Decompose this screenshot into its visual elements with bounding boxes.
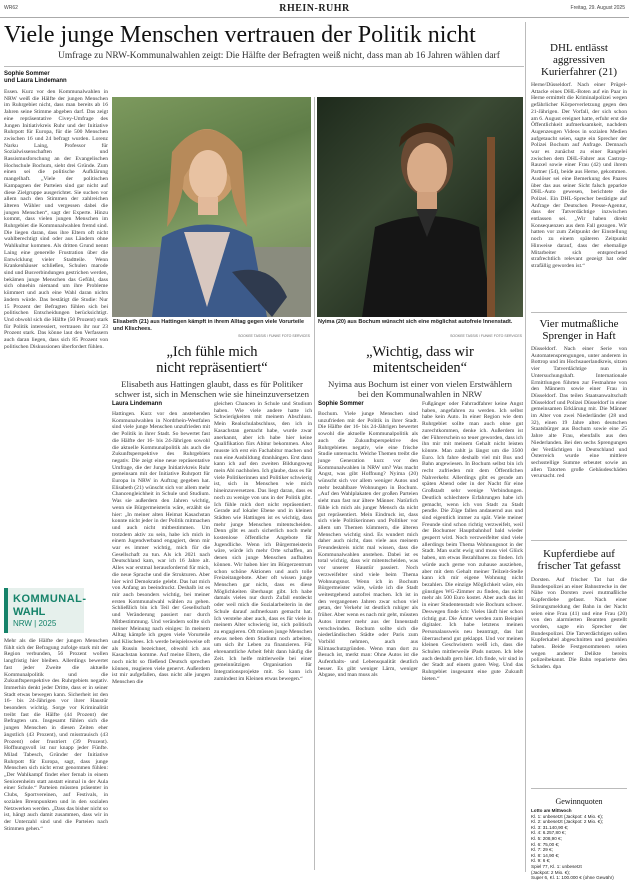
photo-elisabeth	[112, 97, 311, 317]
quote-elisabeth-line1: „Ich fühle mich	[166, 344, 258, 360]
quote-nyima-sub2: bei den Kommunalwahlen in NRW	[357, 389, 483, 399]
quote-elisabeth	[112, 344, 312, 376]
headline-rule	[4, 66, 524, 67]
quote-elisabeth-sub1: Elisabeth aus Hattingen glaubt, dass es für Politiker	[121, 379, 303, 389]
column-rule	[525, 22, 526, 872]
kommunalwahl-badge	[4, 588, 87, 633]
lotto-row: Kl. 8: 14,90 €;	[531, 852, 560, 858]
subheadline: Umfrage zu NRW-Kommunalwahlen zeigt: Die Hälfte der Befragten weiß nicht, dass man ab 16 Jahren wählen darf	[58, 51, 500, 61]
lotto-row: Kl. 2: unbesetzt (Jackpot: 2 Mio. €);	[531, 819, 604, 825]
sidebar-headline-kupfer	[531, 548, 627, 572]
kupfer-headline-line1: Kupferdiebe auf	[543, 548, 615, 560]
sidebar-headline-dhl	[531, 42, 627, 78]
lotto-row: (Jackpot: 2 Mio. €);	[531, 869, 571, 875]
elisabeth-column-2: gleichen Chancen in Schule und Studium haben. Wie viele andere hatte ich Schwierigkeiten mit meinem Abschluss. Mein Realschulabschluss, den ich in Kasachstan gemacht habe, wurde zwar anerkannt, aber ich habe hier keine Qualifikation fürs Abitur bekommen. Also musste ich erst ein Fachabitur machen und nun eine Ausbildung dranhängen. Erst dann kann ich auf den zweiten Bildungsweg mein Abi nachholen. Ich glaube, dass es für viele Politikerinnen und Politiker schwierig ist, sich in Menschen wie mich hineinzuversetzen. Das liegt daran, dass es noch zu wenige von uns in der Politik gibt. Ich fühle mich dort nicht repräsentiert. Gerade auf lokaler Ebene und in kleinen Städten wie Hattingen ist es wichtig, dass mehr junge Menschen mitentscheiden. Denn gibt es auch sicherlich noch mehr kostenlose öffentliche Angebote für Jugendliche. Wenn ich Bürgermeisterin wäre, würde ich mehr Orte schaffen, an denen sich junge Menschen aufhalten können. Wir haben hier im Bürgerzentrum schon schöne Aktionen und auch tolle Freizeitangebote. Aber oft wissen junge Menschen gar nicht, dass es diese Möglichkeiten überhaupt gibt. Ich habe damals vieles nur durch Zufall entdeckt oder weil mich die Sozialarbeiterin in der Schule darauf aufmerksam gemacht hat. Ich verstehe aber auch, dass es für viele in meinem Alter schwierig ist, sich politisch zu engagieren. Oft müssen junge Menschen etwas neben dem Studium noch arbeiten, um sich ihr Leben zu finanzieren. Für ehrenamtliche Arbeit fehlt dann häufig die Zeit. Ich helfe mittlerweile bei einer gemeinnützigen Organisation für Integrationsprojekte mit. So kann ich zumindest im Kleinen etwas bewegen.“	[214, 401, 312, 682]
lotto-row: Kl. 7: 29 €;	[531, 847, 553, 853]
issue-date: Freitag, 29. August 2025	[570, 5, 625, 11]
quote-nyima-sub1: Nyima aus Bochum ist einer von vielen Erstwählern	[328, 379, 512, 389]
lotto-box	[531, 797, 627, 881]
photo-nyima	[317, 97, 523, 317]
lotto-row: Spiel 77, Kl. 1: unbesetzt	[531, 863, 582, 869]
sidebar-rule	[531, 312, 627, 313]
photo-caption-elisabeth: Elisabeth (21) aus Hattingen kämpft in ihrem Alltag gegen viele Vorurteile und Klischees.	[113, 319, 305, 332]
lotto-row: Lotto am Mittwoch	[531, 808, 572, 813]
quote-elisabeth-sub2: schwer ist, sich in Menschen wie sie hineinzuversetzen	[115, 389, 309, 399]
story-divider	[314, 97, 315, 870]
elisabeth-column-1	[112, 401, 210, 870]
sprenger-headline-line1: Vier mutmaßliche	[539, 318, 619, 330]
section-title: RHEIN-RUHR	[279, 3, 350, 14]
lotto-row: Kl. 3: 31.140,90 €;	[531, 824, 569, 830]
byline: Sophie Sommer	[4, 71, 50, 77]
photo-credit-elisabeth: SOOKEE TASSIS / FUNKE FOTO SERVICES	[238, 334, 310, 338]
intro-text: Essen. Kurz vor den Kommunalwahlen in NRW weiß die Hälfte der jungen Menschen im Ruhrgebiet nicht, dass man bereits ab 16 Jahren seine Stimme abgeben darf. Das zeigt eine repräsentative Civey-Umfrage des Jungen Initiativkreis Ruhr und der Initiative Ruhrpott für Europa, für die 500 Menschen zwischen 16 und 24 befragt wurden. Lorenz Narku Laing, Professor für Sozialwissenschaften und Rassismusforschung an der Evangelischen Hochschule Bochum, sieht drei Gründe. Zum einen sei die politische Aufklärung mangelhaft. „Viele der politischen Kampagnen der Parteien sind gar nicht auf diese Zielgruppe ausgerichtet. Sie suchen vor allem nach den Stimmen der zahlreichen älteren Wähler und vergessen dabei die jungen Menschen“, sagt der Experte. Hinzu kommt, dass vielen jungen Menschen im Ruhrgebiet die Kommunalwahlen fremd sind. Die liegen daran, dass ihre Eltern oft nicht wahlberechtigt sind oder aus Ländern ohne Wahlkultur kommen. Als dritten Grund nennt Laing eine generelle Frustration über die Entwicklung vieler Stadtteile. Wenn Krankenhäuser schließen, Schulen marode sind und Busverbindungen gestrichen werden, bekämen junge Menschen das Gefühl, dass sich ohnehin niemand um ihre Probleme kümmert und auch eine Wahl daran nichts ändern würde. Das bestätigt die Studie: Nur 15 Prozent der Befragten fühlen sich bei politischen Entscheidungen berücksichtigt. Und obwohl sich die Hälfte (50 Prozent) stark für Politik interessiert, vertrauen ihr nur 23 Prozent stark. Das könne laut den Verfassern auch daran liegen, dass sich 85 Prozent von politischen Diskussionen überfordert fühlen.	[4, 89, 108, 350]
lotto-title: Gewinnquoten	[555, 797, 603, 806]
photo-credit-nyima: SOOKEE TASSIS / FUNKE FOTO SERVICES	[450, 334, 522, 338]
sidebar-text-sprenger: Düsseldorf. Nach einer Serie von Automatensprengungen, unter anderem in Bottrop und im Hochsauerlandkreis, sitzen vier Tatverdächtige nun in Untersuchungshaft. Internationale Ermittlungen führten zur Festnahme von den Männern sowie einer Frau in Düsseldorf. Das teilen Staatsanwaltschaft Düsseldorf und Polizei Düsseldorf in einer gemeinsamen Erklärung mit. Die Männer im Alter von zwei Niederländer (28 und 32), einen 19 Jahre alten deutschen Staatsbürger aus Bochum sowie eine 25 Jahre alte Frau, ebenfalls aus den Niederlanden. Bei den sechs Sprengungen der Verdächtigen in Deutschland und Österreich wurde eine mittlere sechsstellige Summe erbeutet sowie an allen Tatorten große Gebäudeschäden verursacht. red	[531, 346, 627, 480]
nyima-column-1	[318, 401, 418, 870]
elisabeth-byline: Laura Lindemann	[112, 401, 163, 407]
sprenger-headline-line2: Sprenger in Haft	[542, 330, 616, 342]
quote-nyima-sub	[317, 379, 523, 399]
quote-elisabeth-sub	[112, 379, 312, 399]
intro-column	[4, 71, 108, 585]
lotto-row: Kl. 4: 6.257,80 €;	[531, 830, 566, 836]
lotto-row: Kl. 9: 6 €;	[531, 858, 551, 864]
sidebar-text-kupfer: Dorsten. Auf frischer Tat hat die Bundespolizei an einer Bahnstrecke in der Nähe von Dorsten zwei mutmaßliche Kupferdiebe gefasst. Nach einer Störungsmeldung der Bahn in der Nacht seien eine Frau (41) und eine Frau (20) von den alarmierten Beamten gestellt worden, sagte ein Sprecher der Bundespolizei. Die Tatverdächtigen sollen Kupferkabel abgeschnitten und gestohlen haben. Beide Festgenommenen seien wegen anderer Delikte bereits polizeibekannt. Die Bahn reparierte den Schaden. dpa	[531, 577, 627, 671]
badge-line3: NRW | 2025	[13, 619, 57, 628]
intro-column-continued: Mehr als die Hälfte der jungen Menschen fühlt sich der Befragung zufolge stark mit der Region verbunden, 56 Prozent wollen langfristig hier bleiben. Allerdings bewertet fast jeder Zweite die aktuelle Kommunalpolitik und die Zukunftsperspektive des Ruhrgebiets negativ. Immerhin denkt jeder Dritte, dass er in seiner Stadt etwas bewegen kann. Sicherheit ist den 16- bis 24-Jährigen vor ihrer Haustür besonders wichtig. Sorge vor Kriminalität treibt fast die Hälfte (44 Prozent) der Befragten um. Insgesamt fühlen sich die jungen Menschen in diesen Zeiten eher ängstlich (43 Prozent), und misstrauisch (43 Prozent) oder frustriert (39 Prozent). Hoffnungsvoll ist nur knapp jeder Fünfte. Milad Tabesch, Gründer der Initiative Ruhrpott für Europa, sagt, dass junge Menschen sich nicht ernst genommen fühlen: „Der Wahlkampf findet eher fernab in einem Seniorenheim statt anstatt einmal in der Aula einer Schule.“ Parteien müssten präsenter in Clubs, Sportvereinen, auf Festivals, in sozialen Brennpunkten und in den sozialen Netzwerken werden. „Dass das bisher nicht so ist, hängt auch damit zusammen, dass wir in der Unterzahl sind und die Parteien nach Stimmen gehen.“	[4, 638, 108, 832]
sidebar-rule	[531, 540, 627, 541]
kupfer-headline-line2: frischer Tat gefasst	[537, 560, 621, 572]
dhl-headline-line2: aggressiven	[553, 54, 605, 66]
sidebar-headline-sprenger	[531, 318, 627, 342]
sidebar-text-dhl: Herne/Düsseldorf. Nach einer Prügel-Attacke eines DHL-Boten auf ein Paar in Herne ermittelt die Kriminalpolizei wegen gefährlicher Körperverletzung gegen den 21-Jährigen. Der Vorfall, der sich schon am 6. August ereignet hatte, erfuhr erst die Öffentlichkeit aufmerksamkeit, nachdem Augenzeugen Videos in sozialen Medien aufgetaucht seien, sagte ein Sprecher der Polizei Bochum auf Anfrage. Demnach war es zunächst zu einer Rangelei zwischen dem DHL-Fahrer aus Castrop-Rauxel sowie einer Frau (42) und ihrem Partner (54), beide aus Herne, gekommen. Auslöser sei eine Bemerkung des Paares über das aus seiner Sicht falsch geparkte DHL-Auto gewesen, berichtete die Polizei. Ein DHL-Sprecher bestätigte auf Anfrage der Deutschen Presse-Agentur, dass der Tatverdächtige inzwischen entlassen sei. „Wir haben direkt Konsequenzen aus dem Fall gezogen. Wir hatten vor zum Zeitpunkt der Einstellung noch zu einem späteren Zeitpunkt Hinweise darauf, dass der ehemalige Mitarbeiter sich entsprechend strafrechtlich relevant gezeigt hat oder strafällig geworden ist.“	[531, 82, 627, 269]
portrait-elisabeth-image	[112, 97, 311, 317]
headline: Viele junge Menschen vertrauen der Politik nicht	[4, 22, 476, 48]
quote-nyima-line1: „Wichtig, dass wir	[366, 344, 474, 360]
sidebar-rule	[531, 788, 627, 789]
lotto-rows	[531, 808, 627, 881]
byline-second: und Laura Lindemann	[4, 78, 67, 84]
badge-line1: KOMMUNAL-	[13, 593, 87, 605]
dhl-headline-line1: DHL entlässt	[550, 42, 608, 54]
lotto-row: Kl. 6: 75,00 €;	[531, 841, 560, 847]
lotto-row: Super 6, Kl. 1: 100.000 € (ohne Gewähr)	[531, 875, 614, 881]
dhl-headline-line3: Kurierfahrer (21)	[540, 66, 618, 78]
elisabeth-text-1: Hattingen. Kurz vor den anstehenden Kommunalwahlen in Nordrhein-Westfalen sind viele junge Menschen unzufrieden mit der Politik in ihrer Stadt. So bewertet fast die Hälfte der 16- bis 24-Jährigen sowohl die aktuelle Kommunalpolitik als auch die Zukunftsperspektive des Ruhrgebiets negativ. Die zeigt eine neue repräsentative Umfrage, die der Junge Initiativkreis Ruhr gemeinsam mit der Initiative Ruhrpott für Europa in NRW in Auftrag gegeben hat. Elisabeth (21) wünscht sich vor allem mehr Chancengleichheit in Schule und Studium. Was sie außerdem den Jahren wichtig, wenn sie Bürgermeisterin wäre, erzählt sie hier: „In meiner alten Heimat Kasachstan konnte nicht jeder in der Politik mitmachen und auch nicht mitbestimmen. Um trotzdem aktiv zu sein, habe ich mich in einem Jugendverband engagiert, denn mir war es immer wichtig, mich für die Gesellschaft zu tun. Als ich 2021 nach Deutschland kam, war ich 16 Jahre alt. Alles war erstmal herausfordernd für mich, die neue Sprache und die Strukturen. Aber hier wird Demokratie gelebt. Das hat mich von Anfang an beeindruckt. Deshalb ist es mir auch besonders wichtig, bei meiner ersten Kommunalwahl wählen zu gehen. Schließlich bin ich Teil der Gesellschaft und Veränderung passiert nur durch Mitbestimmung. Und verändern sollte sich meiner Meinung nach einiges: In meinem Alltag kämpfe ich gegen viele Vorurteile und Klischees. Ich werde beispielsweise oft als Russin bezeichnet, obwohl ich aus Kasachstan komme. Auf meine Eltern, die noch nicht so fließend Deutsch sprechen können, reagieren viele genervt. Außerdem ist mir aufgefallen, dass nicht alle jungen Menschen die	[112, 411, 210, 686]
page-header	[0, 0, 629, 18]
nyima-byline: Sophie Sommer	[318, 401, 364, 407]
portrait-nyima-image	[317, 97, 523, 317]
quote-nyima-line2: mitentscheiden“	[372, 360, 468, 376]
lotto-row: Kl. 1: unbesetzt (Jackpot: 4 Mio. €);	[531, 813, 604, 819]
badge-line2: WAHL	[13, 606, 46, 618]
page-code: WR62	[4, 5, 18, 11]
quote-nyima	[317, 344, 523, 376]
nyima-text-1: Bochum. Viele junge Menschen sind unzufrieden mit der Politik in ihrer Stadt. Die Hälfte der 16- bis 24-Jährigen bewertet sowohl die aktuelle Kommunalpolitik als auch die Zukunftsperspektive des Ruhrgebietes negativ, wie eine frische Studie untersucht. Welche Themen treibt die junge Generation kurz vor den Kommunalwahlen in NRW um? Was macht Angst, was gibt Hoffnung? Nyima (20) wünscht sich vor allem weniger Autos und mehr bezahlbare Wohnungen in Bochum. „Auf den Wahlplakaten der großen Parteien sieht man fast nur ältere Männer. Natürlich fühle ich mich als junger Mensch da nicht gut repräsentiert. Mein Eindruck ist, dass sich viele Politikerinnen und Politiker vor allem um Themen kümmern, die älteren Menschen wichtig sind. Es wundert mich daher auch nicht, dass viele aus meinem Freundeskreis nicht mal wissen, dass die Kommunalwahlen anstehen. Dabei ist es total wichtig, dass wir mitentscheiden, was vor unserer Haustür passiert. Noch verzweifelter sind viele beim Thema Wohnungsnot. Wenn ich in Bochum Bürgermeister wäre, würde ich die Stadt weitestgehend autofrei machen. Ich ist in den vergangenen Jahren zwar schon viel getan, der Verkehr ist deutlich ruhiger als früher. Aber wenn es nach mir geht, müssten Autos immer mehr aus der Innenstadt verschwinden. Bochum sollte sich die niederländischen Städte oder Paris zum Vorbild nehmen, auch aus Klimaschutzgründen. Wenn man dort zu Besuch ist, merkt man: Ohne Autos ist die Aufenthalts- und Lebensqualität deutlich besser. Es gibt weniger Lärm, weniger Abgase, und man muss als	[318, 411, 418, 679]
quote-elisabeth-line2: nicht repräsentiert“	[156, 360, 268, 376]
nyima-column-2: Fußgänger oder Fahrradfahrer keine Angst haben, angefahren zu werden. Ich selbst habe kein Auto. In einer Region wie dem Ruhrgebiet sollte man auch ohne gut zurechtkommen, denke ich. Außerdem ist der Führerschein so teuer geworden, dass ich ihn mir mit meinem Gehalt nicht leisten könnte. Man zahlt ja längst um die 3500 Euro. Ich fahre deshalb viel mit Bus und Bahn angewiesen. In Bochum selbst bin ich recht zufrieden mit dem Öffentlichen Nahverkehr. Allerdings gibt es gerade am späten Abend oder in der Nacht für eine Großstadt sehr wenige Verbindungen. Deutlich schlechtere Erfahrungen habe ich gemacht, wenn ich von Stadt zu Stadt pendle. Die Züge fallen andauernd aus und sind eigentlich immer zu spät. Viele meiner Freunde sind schon richtig verzweifelt, weil der Bochumer Hauptbahnhof bald wieder gesperrt wird. Noch verzweifelter sind viele allerdings beim Thema Wohnungsnot in der Stadt. Man sucht ewig und muss viel Glück haben, um etwas Bezahlbares zu finden. Ich würde auch gerne von zuhause ausziehen, aber mit dem Gehalt meiner Teilzeit-Stelle kann ich mir eigene Wohnung nicht bezahlen. Die einzige Möglichkeit wäre, ein günstiges WG-Zimmer zu finden, das nicht mehr als 500 Euro kostet. Aber auch das ist in einer Studentenstadt wie Bochum schwer. Deswegen finde ich: Vieles läuft hier schon richtig gut. Die Ämter werden zum Beispiel digitaler. Ich habe letztens meinen Personalausweis neu beantragt, das hat überraschend gut geklappt. Und vor meinen kleinen Geschwistern weiß ich, dass die Schulen mittlerweile iPads nutzen. Ich lebe auch deshalb gern hier. Ich finde, wir sind in der Stadt auf einem guten Weg. Und das Ruhrgebiet insgesamt eine gute Zukunft bieten.“	[422, 401, 523, 682]
photo-caption-nyima: Nyima (20) aus Bochum wünscht sich eine möglichst autofreie Innenstadt.	[318, 319, 513, 325]
lotto-row: Kl. 5: 208,90 €;	[531, 835, 562, 841]
